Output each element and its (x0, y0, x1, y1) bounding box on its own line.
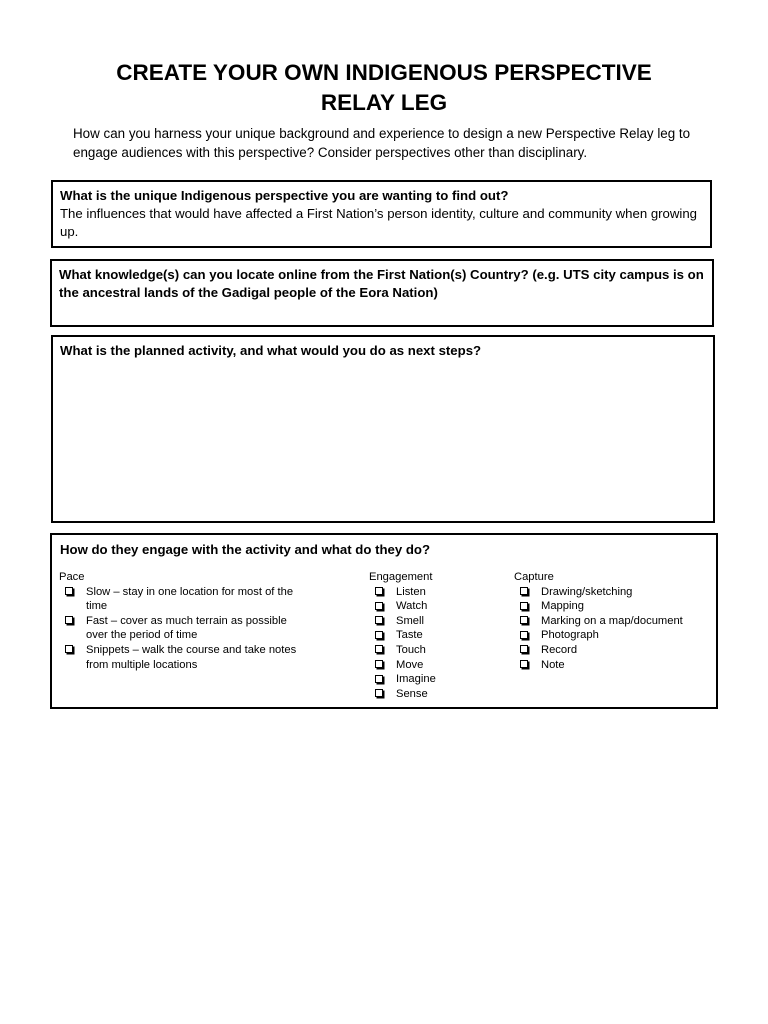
checkbox-icon[interactable] (375, 675, 383, 683)
engagement-question: How do they engage with the activity and what do they do? (60, 542, 431, 557)
checkbox-icon[interactable] (520, 660, 528, 668)
engagement-option[interactable] (369, 585, 489, 600)
engagement-heading: Engagement (369, 571, 433, 583)
capture-option[interactable] (514, 599, 704, 614)
capture-heading: Capture (514, 571, 554, 583)
engagement-option[interactable] (369, 628, 489, 643)
engagement-list (369, 585, 489, 702)
planned-activity-question: What is the planned activity, and what would you do as next steps? (60, 343, 482, 358)
checkbox-icon[interactable] (65, 587, 73, 595)
pace-option-label: Fast – cover as much terrain as possible over the period of time (86, 614, 287, 642)
pace-option[interactable] (59, 614, 309, 643)
page-title-line-2: RELAY LEG (320, 90, 448, 115)
checkbox-icon[interactable] (520, 602, 528, 610)
knowledge-box[interactable] (50, 259, 714, 327)
capture-option-label: Drawing/sketching (541, 585, 633, 598)
capture-option-label: Note (541, 658, 565, 671)
engagement-option-label: Smell (396, 614, 424, 627)
capture-option[interactable] (514, 643, 704, 658)
checkbox-icon[interactable] (375, 587, 383, 595)
engagement-option-label: Watch (396, 600, 428, 613)
engagement-option[interactable] (369, 658, 489, 673)
capture-option-label: Marking on a map/document (541, 614, 683, 627)
intro-text: How can you harness your unique background and experience to design a new Perspective Relay leg to engage audiences with this perspective? Consider perspectives other than disciplinary. (73, 126, 691, 160)
capture-option-label: Mapping (541, 600, 584, 613)
checkbox-icon[interactable] (375, 689, 383, 697)
capture-list (514, 585, 704, 673)
planned-activity-box[interactable] (51, 335, 715, 523)
engagement-option-label: Taste (396, 629, 423, 642)
perspective-box (51, 180, 712, 248)
capture-option[interactable] (514, 628, 704, 643)
engagement-option[interactable] (369, 643, 489, 658)
capture-column (514, 570, 704, 672)
checkbox-icon[interactable] (520, 631, 528, 639)
perspective-answer[interactable]: The influences that would have affected a First Nation’s person identity, culture and community when growing up. (60, 206, 698, 239)
knowledge-question: What knowledge(s) can you locate online from the First Nation(s) Country? (e.g. UTS city campus is on the ancestral lands of the Gadigal people of the Eora Nation) (59, 267, 704, 300)
pace-option[interactable] (59, 585, 309, 614)
checkbox-icon[interactable] (65, 645, 73, 653)
checkbox-icon[interactable] (65, 616, 73, 624)
checkbox-icon[interactable] (520, 645, 528, 653)
engagement-option[interactable] (369, 672, 489, 687)
engagement-option[interactable] (369, 614, 489, 629)
capture-option[interactable] (514, 614, 704, 629)
engagement-option-label: Sense (396, 687, 428, 700)
checkbox-icon[interactable] (375, 631, 383, 639)
engagement-option-label: Imagine (396, 673, 436, 686)
checkbox-icon[interactable] (375, 616, 383, 624)
engagement-option-label: Listen (396, 585, 426, 598)
pace-option-label: Snippets – walk the course and take notes from multiple locations (86, 643, 297, 671)
engagement-option-label: Touch (396, 643, 426, 656)
capture-option-label: Photograph (541, 629, 599, 642)
perspective-question: What is the unique Indigenous perspective you are wanting to find out? (60, 188, 509, 203)
pace-option-label: Slow – stay in one location for most of the time (86, 585, 294, 613)
engagement-option[interactable] (369, 599, 489, 614)
engagement-option[interactable] (369, 687, 489, 702)
page-title (60, 58, 708, 118)
capture-option[interactable] (514, 585, 704, 600)
checkbox-icon[interactable] (375, 660, 383, 668)
page-title-line-1: CREATE YOUR OWN INDIGENOUS PERSPECTIVE (116, 60, 652, 85)
engagement-column (369, 570, 489, 701)
capture-option-label: Record (541, 643, 578, 656)
checkbox-icon[interactable] (375, 602, 383, 610)
pace-list (59, 585, 309, 673)
pace-heading: Pace (59, 571, 85, 583)
checkbox-icon[interactable] (375, 645, 383, 653)
capture-option[interactable] (514, 658, 704, 673)
pace-option[interactable] (59, 643, 309, 672)
engagement-box (50, 533, 718, 709)
checkbox-icon[interactable] (520, 587, 528, 595)
checkbox-icon[interactable] (520, 616, 528, 624)
engagement-option-label: Move (396, 658, 424, 671)
pace-column (59, 570, 309, 672)
